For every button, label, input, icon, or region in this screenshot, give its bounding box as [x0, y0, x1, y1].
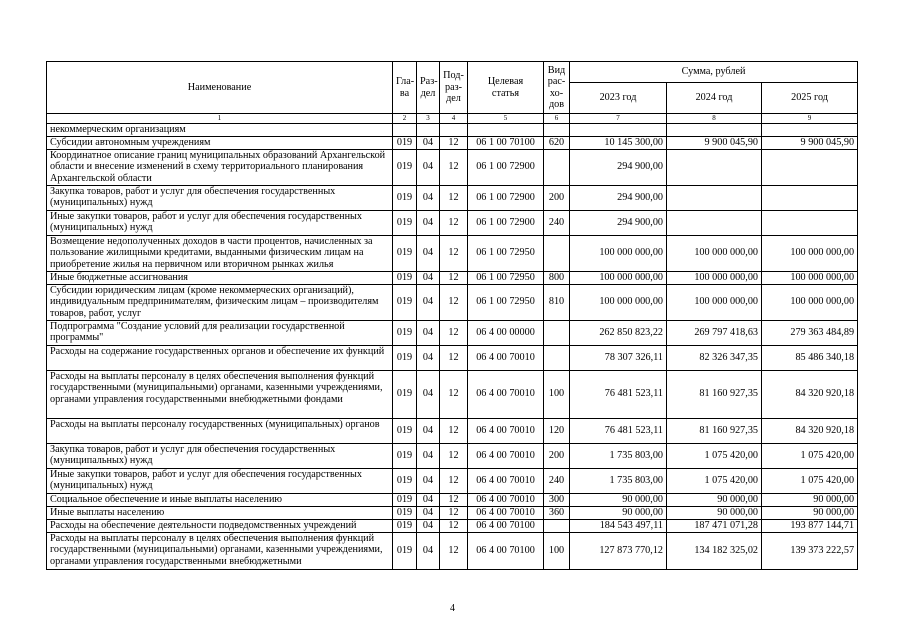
row-razdel: 04 [417, 185, 440, 210]
table-row [47, 370, 858, 418]
row-name: Возмещение недополученных доходов в части процентов, начисленных за пользование жилищными кредитами, выданными физическим лицам на приобретение жилья на первичном или вторичном рынках жилья [47, 235, 393, 271]
row-sum-2024: 134 182 325,02 [667, 532, 762, 569]
row-sum-2025: 100 000 000,00 [762, 284, 858, 320]
row-razdel: 04 [417, 370, 440, 418]
row-sum-2025: 1 075 420,00 [762, 468, 858, 493]
table-row [47, 149, 858, 185]
row-razdel: 04 [417, 136, 440, 149]
header-podrazdel [440, 62, 468, 114]
row-sum-2024: 81 160 927,35 [667, 370, 762, 418]
row-sum-2023: 76 481 523,11 [570, 418, 667, 443]
row-tselevaya: 06 4 00 70010 [468, 370, 544, 418]
row-podrazdel: 12 [440, 185, 468, 210]
row-sum-2025: 84 320 920,18 [762, 370, 858, 418]
table-row [47, 493, 858, 506]
row-tselevaya: 06 4 00 70010 [468, 345, 544, 370]
header-summa: Сумма, рублей [570, 62, 858, 83]
row-name: Субсидии автономным учреждениям [47, 136, 393, 149]
col-number: 9 [762, 114, 858, 124]
row-podrazdel: 12 [440, 149, 468, 185]
row-sum-2024: 187 471 071,28 [667, 519, 762, 532]
row-razdel [417, 124, 440, 137]
row-glava: 019 [393, 519, 417, 532]
row-sum-2025: 90 000,00 [762, 506, 858, 519]
row-podrazdel: 12 [440, 235, 468, 271]
row-sum-2024 [667, 185, 762, 210]
row-sum-2025: 1 075 420,00 [762, 443, 858, 468]
row-podrazdel [440, 124, 468, 137]
row-glava [393, 124, 417, 137]
row-razdel: 04 [417, 493, 440, 506]
row-sum-2023: 76 481 523,11 [570, 370, 667, 418]
table-row [47, 519, 858, 532]
row-glava: 019 [393, 149, 417, 185]
row-vid: 240 [544, 210, 570, 235]
row-glava: 019 [393, 370, 417, 418]
row-tselevaya: 06 4 00 70010 [468, 506, 544, 519]
header-glava [393, 62, 417, 114]
row-sum-2023: 294 900,00 [570, 185, 667, 210]
row-sum-2024: 100 000 000,00 [667, 284, 762, 320]
header-razdel [417, 62, 440, 114]
table-row [47, 271, 858, 284]
row-razdel: 04 [417, 149, 440, 185]
row-name: Расходы на обеспечение деятельности подведомственных учреждений [47, 519, 393, 532]
row-vid [544, 345, 570, 370]
row-sum-2023: 10 145 300,00 [570, 136, 667, 149]
row-podrazdel: 12 [440, 136, 468, 149]
row-vid [544, 519, 570, 532]
row-name: Подпрограмма "Создание условий для реализации государственной программы" [47, 320, 393, 345]
row-sum-2024: 82 326 347,35 [667, 345, 762, 370]
row-tselevaya: 06 1 00 72900 [468, 149, 544, 185]
row-sum-2025 [762, 185, 858, 210]
row-sum-2023: 294 900,00 [570, 149, 667, 185]
row-razdel: 04 [417, 235, 440, 271]
row-vid: 800 [544, 271, 570, 284]
row-podrazdel: 12 [440, 532, 468, 569]
row-glava: 019 [393, 532, 417, 569]
table-row [47, 210, 858, 235]
row-sum-2023: 100 000 000,00 [570, 235, 667, 271]
row-sum-2024: 269 797 418,63 [667, 320, 762, 345]
row-podrazdel: 12 [440, 493, 468, 506]
row-tselevaya: 06 4 00 70010 [468, 443, 544, 468]
table-row [47, 418, 858, 443]
row-tselevaya: 06 4 00 70100 [468, 532, 544, 569]
row-vid [544, 149, 570, 185]
row-tselevaya: 06 4 00 70010 [468, 468, 544, 493]
table-row [47, 136, 858, 149]
row-sum-2023: 1 735 803,00 [570, 443, 667, 468]
row-sum-2024: 1 075 420,00 [667, 468, 762, 493]
row-sum-2024 [667, 210, 762, 235]
row-sum-2025: 85 486 340,18 [762, 345, 858, 370]
row-vid [544, 235, 570, 271]
row-vid: 240 [544, 468, 570, 493]
row-name: Расходы на выплаты персоналу в целях обеспечения выполнения функций государственными (муниципальными) органами, казенными учреждениями, органами управления государственными внебюджетными [47, 532, 393, 569]
row-sum-2024: 9 900 045,90 [667, 136, 762, 149]
row-sum-2024: 90 000,00 [667, 493, 762, 506]
row-sum-2025: 9 900 045,90 [762, 136, 858, 149]
row-razdel: 04 [417, 271, 440, 284]
row-podrazdel: 12 [440, 345, 468, 370]
header-tselevaya [468, 62, 544, 114]
table-row [47, 124, 858, 137]
row-sum-2024: 100 000 000,00 [667, 235, 762, 271]
row-sum-2023: 294 900,00 [570, 210, 667, 235]
row-glava: 019 [393, 443, 417, 468]
row-podrazdel: 12 [440, 468, 468, 493]
row-razdel: 04 [417, 519, 440, 532]
row-sum-2025: 90 000,00 [762, 493, 858, 506]
col-number: 7 [570, 114, 667, 124]
row-podrazdel: 12 [440, 519, 468, 532]
row-glava: 019 [393, 506, 417, 519]
row-tselevaya: 06 1 00 72950 [468, 284, 544, 320]
row-razdel: 04 [417, 210, 440, 235]
col-number: 2 [393, 114, 417, 124]
col-number: 6 [544, 114, 570, 124]
row-podrazdel: 12 [440, 370, 468, 418]
row-sum-2025 [762, 149, 858, 185]
row-name: Координатное описание границ муниципальных образований Архангельской области и внесение изменений в схему территориального планирования Архангельской области [47, 149, 393, 185]
table-body [47, 124, 858, 570]
row-tselevaya: 06 1 00 72900 [468, 185, 544, 210]
page-number: 4 [450, 603, 455, 614]
header-2025: 2025 год [762, 83, 858, 114]
col-number: 8 [667, 114, 762, 124]
row-tselevaya: 06 1 00 72950 [468, 271, 544, 284]
row-sum-2023: 184 543 497,11 [570, 519, 667, 532]
row-glava: 019 [393, 284, 417, 320]
row-name: Субсидии юридическим лицам (кроме некоммерческих организаций), индивидуальным предпринимателям, физическим лицам – производителям товаров, работ, услуг [47, 284, 393, 320]
row-razdel: 04 [417, 443, 440, 468]
header-2023: 2023 год [570, 83, 667, 114]
table-row [47, 532, 858, 569]
row-sum-2024: 81 160 927,35 [667, 418, 762, 443]
header-2024: 2024 год [667, 83, 762, 114]
row-razdel: 04 [417, 468, 440, 493]
header-podrazdel-text: Под- раз- дел [443, 70, 464, 105]
row-tselevaya: 06 4 00 70010 [468, 418, 544, 443]
row-tselevaya: 06 1 00 72950 [468, 235, 544, 271]
row-podrazdel: 12 [440, 320, 468, 345]
row-name: Иные закупки товаров, работ и услуг для обеспечения государственных (муниципальных) нужд [47, 210, 393, 235]
row-name: Иные выплаты населению [47, 506, 393, 519]
table-row [47, 284, 858, 320]
row-tselevaya: 06 4 00 70100 [468, 519, 544, 532]
row-name: Социальное обеспечение и иные выплаты населению [47, 493, 393, 506]
table-row [47, 506, 858, 519]
row-sum-2023: 100 000 000,00 [570, 271, 667, 284]
row-sum-2025 [762, 210, 858, 235]
row-razdel: 04 [417, 345, 440, 370]
row-vid: 120 [544, 418, 570, 443]
row-glava: 019 [393, 210, 417, 235]
table-row [47, 345, 858, 370]
row-sum-2023: 90 000,00 [570, 493, 667, 506]
row-sum-2023: 100 000 000,00 [570, 284, 667, 320]
row-sum-2025: 139 373 222,57 [762, 532, 858, 569]
table-row [47, 443, 858, 468]
table-row [47, 320, 858, 345]
row-name: Расходы на содержание государственных органов и обеспечение их функций [47, 345, 393, 370]
row-sum-2023: 1 735 803,00 [570, 468, 667, 493]
col-number: 5 [468, 114, 544, 124]
table-row [47, 235, 858, 271]
budget-table [46, 61, 858, 570]
row-sum-2025: 193 877 144,71 [762, 519, 858, 532]
row-name: Расходы на выплаты персоналу государственных (муниципальных) органов [47, 418, 393, 443]
row-tselevaya [468, 124, 544, 137]
row-podrazdel: 12 [440, 443, 468, 468]
row-razdel: 04 [417, 320, 440, 345]
row-podrazdel: 12 [440, 506, 468, 519]
row-razdel: 04 [417, 284, 440, 320]
row-name: Закупка товаров, работ и услуг для обеспечения государственных (муниципальных) нужд [47, 185, 393, 210]
col-number: 3 [417, 114, 440, 124]
table-row [47, 185, 858, 210]
row-glava: 019 [393, 235, 417, 271]
row-sum-2024 [667, 124, 762, 137]
row-vid: 200 [544, 443, 570, 468]
row-razdel: 04 [417, 418, 440, 443]
row-sum-2025: 100 000 000,00 [762, 271, 858, 284]
row-razdel: 04 [417, 506, 440, 519]
row-podrazdel: 12 [440, 418, 468, 443]
row-name: Расходы на выплаты персоналу в целях обеспечения выполнения функций государственными (муниципальными) органами, казенными учреждениями, органами управления государственными внебюджетными фондами [47, 370, 393, 418]
row-vid: 200 [544, 185, 570, 210]
row-tselevaya: 06 1 00 72900 [468, 210, 544, 235]
row-podrazdel: 12 [440, 271, 468, 284]
col-number: 4 [440, 114, 468, 124]
row-sum-2023: 78 307 326,11 [570, 345, 667, 370]
header-vid-text: Вид рас- хо- дов [547, 64, 566, 110]
row-glava: 019 [393, 418, 417, 443]
row-name: некоммерческим организациям [47, 124, 393, 137]
row-sum-2023: 262 850 823,22 [570, 320, 667, 345]
row-sum-2025: 84 320 920,18 [762, 418, 858, 443]
row-sum-2024 [667, 149, 762, 185]
row-vid: 620 [544, 136, 570, 149]
header-vid [544, 62, 570, 114]
row-sum-2025 [762, 124, 858, 137]
header-razdel-text: Раз- дел [420, 76, 438, 99]
row-sum-2024: 90 000,00 [667, 506, 762, 519]
row-glava: 019 [393, 136, 417, 149]
row-glava: 019 [393, 271, 417, 284]
row-sum-2024: 100 000 000,00 [667, 271, 762, 284]
row-vid: 810 [544, 284, 570, 320]
row-vid: 100 [544, 532, 570, 569]
row-sum-2023: 90 000,00 [570, 506, 667, 519]
row-sum-2023 [570, 124, 667, 137]
row-name: Закупка товаров, работ и услуг для обеспечения государственных (муниципальных) нужд [47, 443, 393, 468]
row-glava: 019 [393, 345, 417, 370]
row-tselevaya: 06 1 00 70100 [468, 136, 544, 149]
row-podrazdel: 12 [440, 284, 468, 320]
row-tselevaya: 06 4 00 00000 [468, 320, 544, 345]
row-glava: 019 [393, 320, 417, 345]
row-glava: 019 [393, 493, 417, 506]
row-sum-2024: 1 075 420,00 [667, 443, 762, 468]
row-name: Иные закупки товаров, работ и услуг для обеспечения государственных (муниципальных) нужд [47, 468, 393, 493]
header-tselevaya-text: Целевая статья [487, 76, 524, 99]
row-vid: 360 [544, 506, 570, 519]
table-row [47, 468, 858, 493]
row-vid [544, 320, 570, 345]
header-glava-text: Гла- ва [396, 76, 415, 99]
row-tselevaya: 06 4 00 70010 [468, 493, 544, 506]
row-podrazdel: 12 [440, 210, 468, 235]
row-glava: 019 [393, 185, 417, 210]
header-name: Наименование [47, 62, 393, 114]
row-sum-2023: 127 873 770,12 [570, 532, 667, 569]
row-glava: 019 [393, 468, 417, 493]
row-vid: 100 [544, 370, 570, 418]
row-sum-2025: 100 000 000,00 [762, 235, 858, 271]
row-name: Иные бюджетные ассигнования [47, 271, 393, 284]
col-number: 1 [47, 114, 393, 124]
row-sum-2025: 279 363 484,89 [762, 320, 858, 345]
row-razdel: 04 [417, 532, 440, 569]
row-vid [544, 124, 570, 137]
row-vid: 300 [544, 493, 570, 506]
